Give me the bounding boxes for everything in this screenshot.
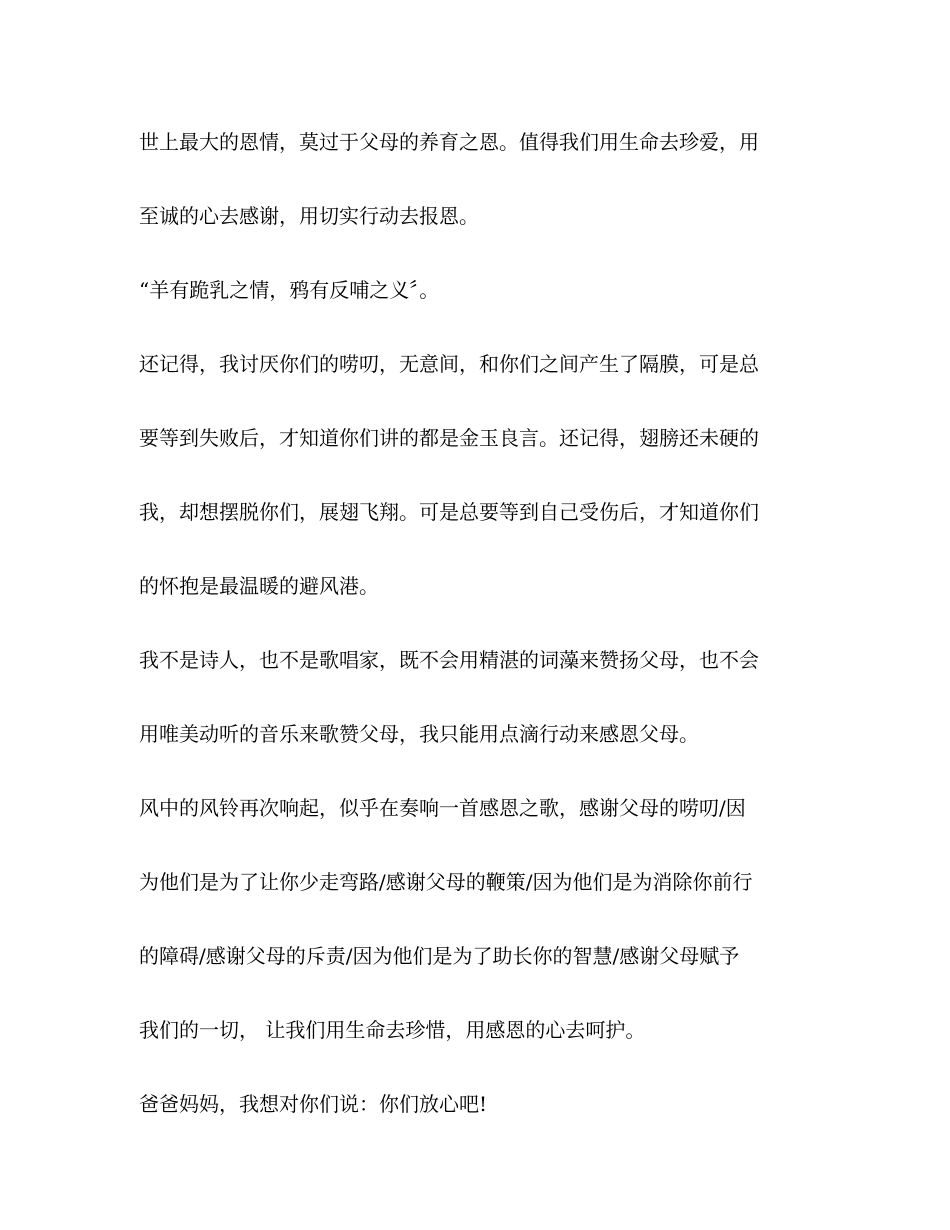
- text-line: 要等到失败后，才知道你们讲的都是金玉良言。还记得，翅膀还未硬的: [139, 426, 759, 450]
- text-line: 世上最大的恩情，莫过于父母的养育之恩。值得我们用生命去珍爱，用: [139, 130, 759, 154]
- text-line: 还记得，我讨厌你们的唠叨，无意间，和你们之间产生了隔膜，可是总: [139, 352, 759, 376]
- text-line: 我，却想摆脱你们，展翅飞翔。可是总要等到自己受伤后，才知道你们: [139, 500, 759, 524]
- text-line: 用唯美动听的音乐来歌赞父母，我只能用点滴行动来感恩父母。: [139, 722, 699, 746]
- text-line: 我不是诗人，也不是歌唱家，既不会用精湛的词藻来赞扬父母，也不会: [139, 648, 759, 672]
- text-line: 的怀抱是最温暖的避风港。: [139, 574, 379, 598]
- text-line: “羊有跪乳之情，鸦有反哺之义〞。: [139, 278, 440, 302]
- body-text: [139, 120, 819, 1156]
- text-line: 爸爸妈妈，我想对你们说：你们放心吧!: [139, 1092, 488, 1116]
- text-line: 至诚的心去感谢，用切实行动去报恩。: [139, 204, 479, 228]
- text-line: 为他们是为了让你少走弯路/感谢父母的鞭策/因为他们是为消除你前行: [139, 870, 753, 894]
- text-line: 我们的一切， 让我们用生命去珍惜，用感恩的心去呵护。: [139, 1018, 646, 1042]
- text-line: 的障碍/感谢父母的斥责/因为他们是为了助长你的智慧/感谢父母赋予: [139, 944, 740, 968]
- text-line: 风中的风铃再次响起，似乎在奏响一首感恩之歌，感谢父母的唠叨/因: [139, 796, 746, 820]
